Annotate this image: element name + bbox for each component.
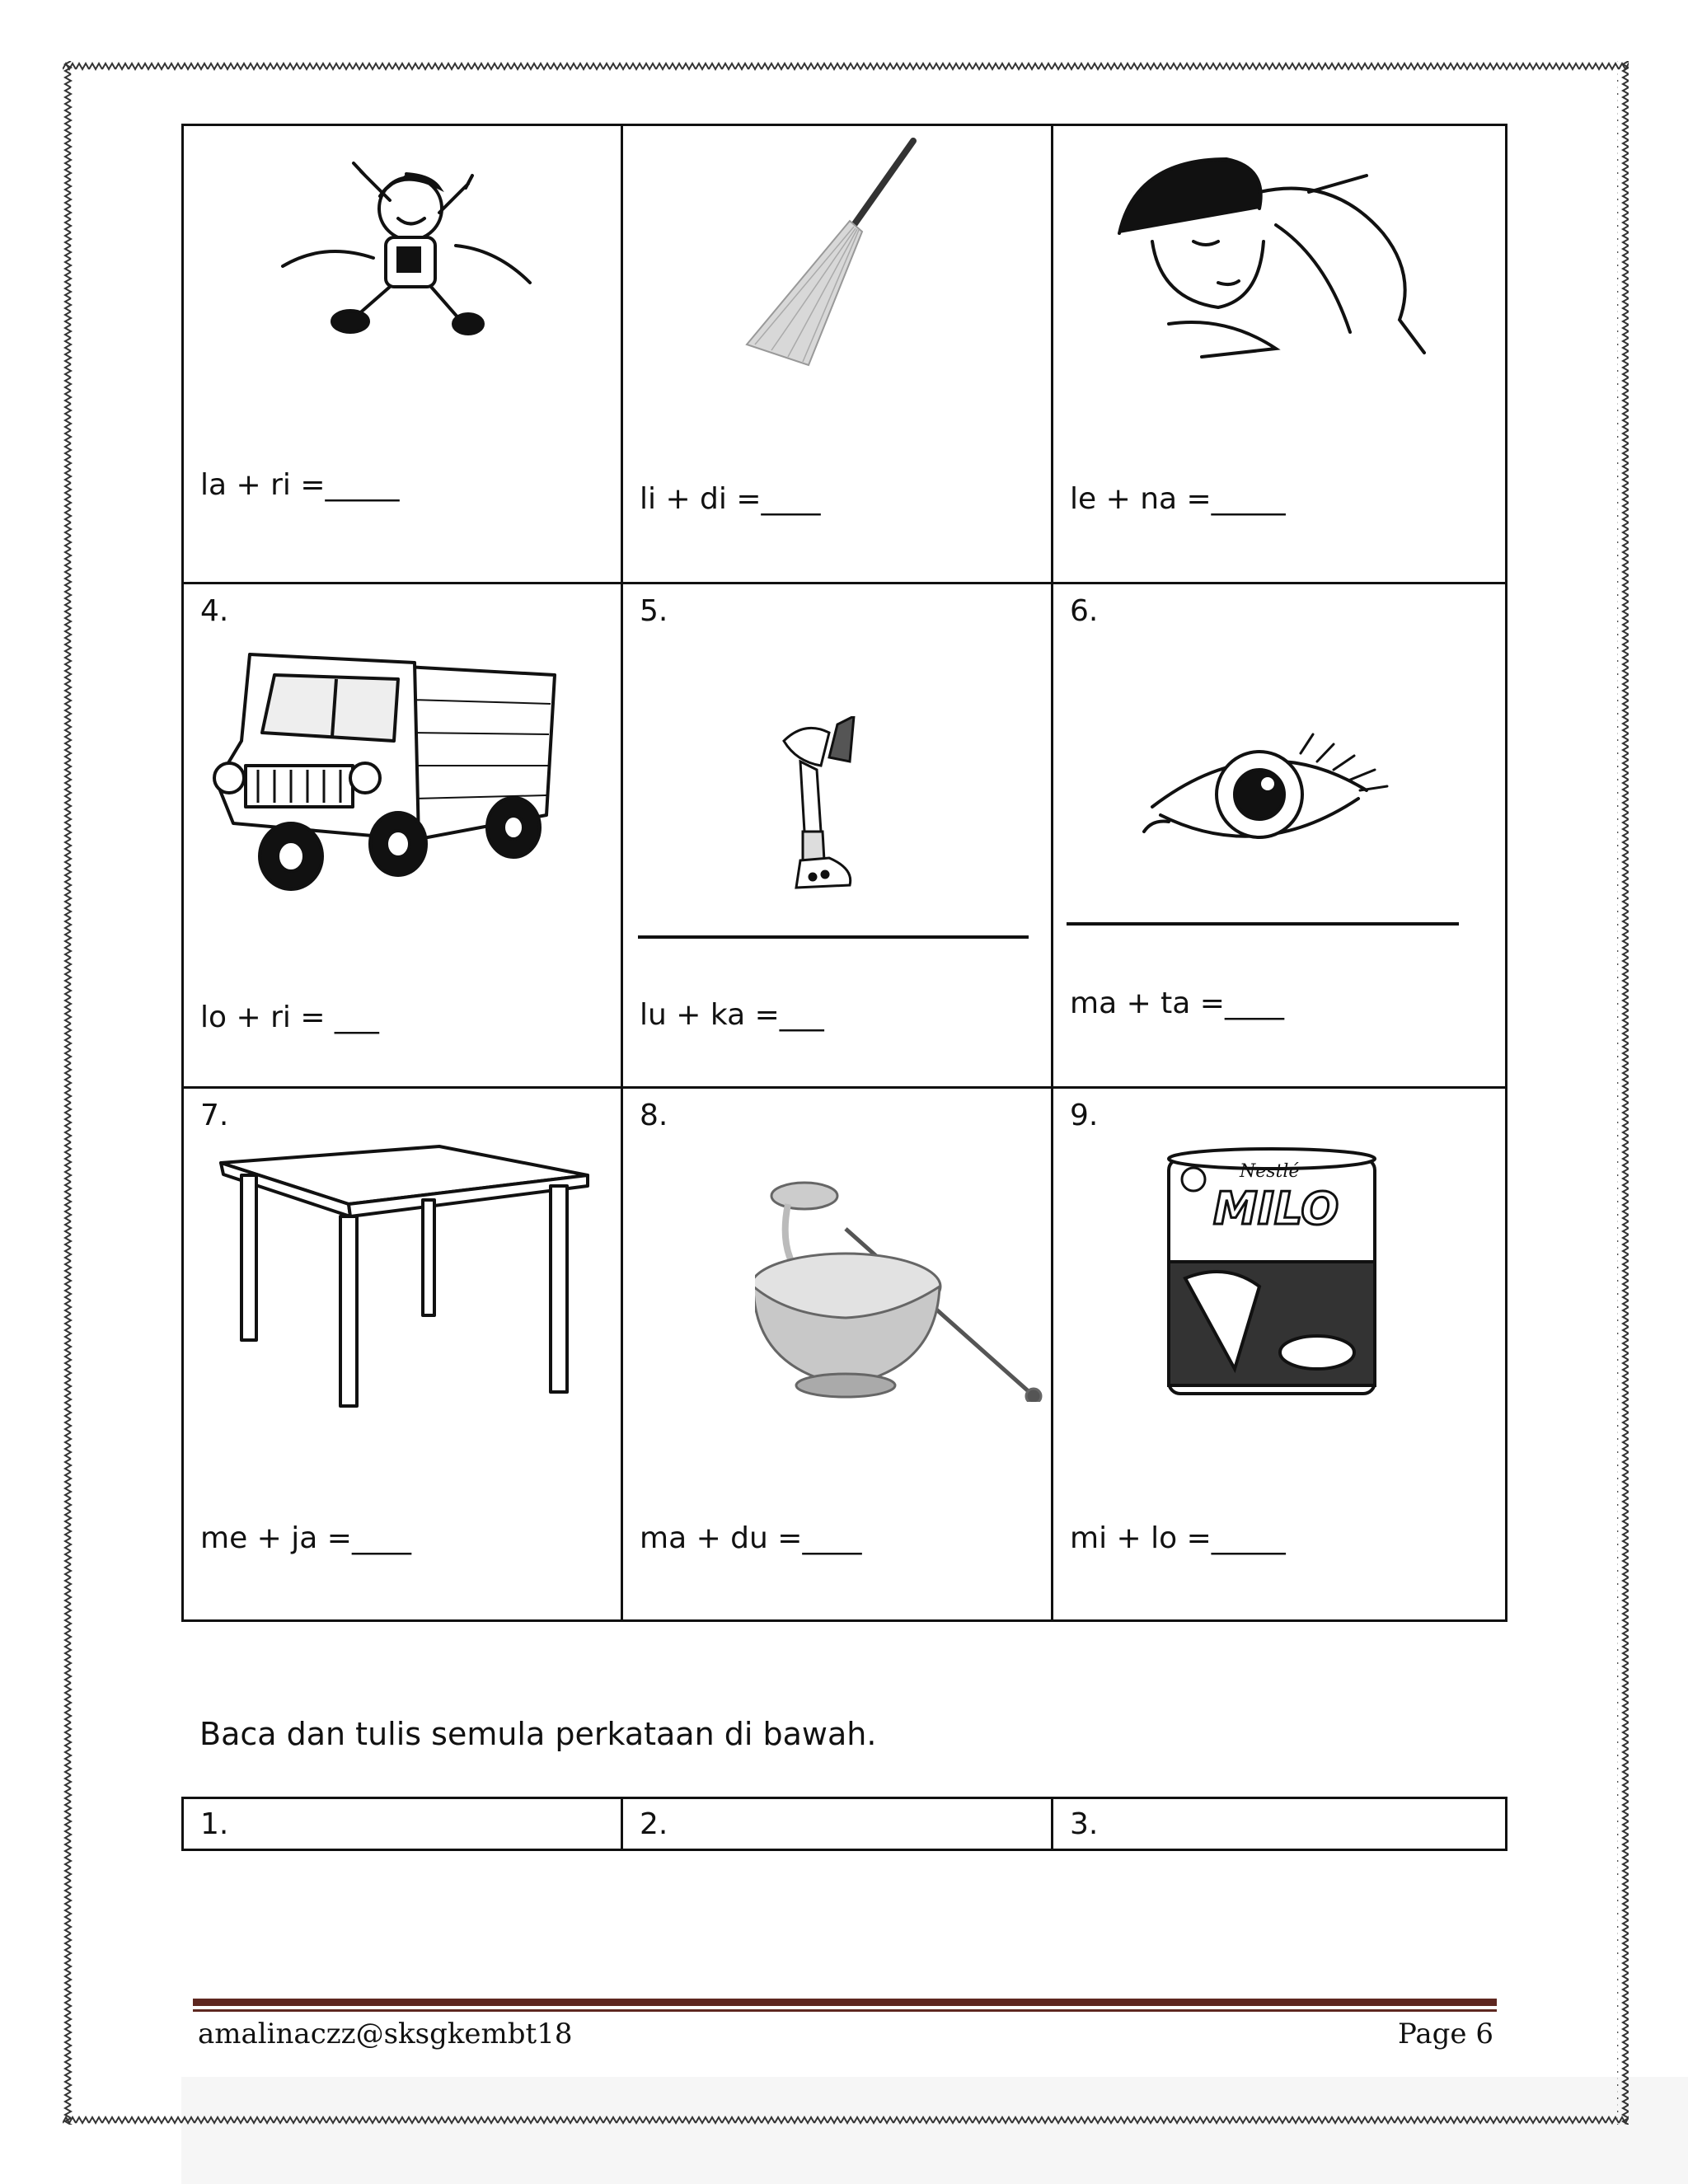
- running-boy-icon: [274, 151, 546, 340]
- cell-5: [622, 583, 1053, 1088]
- item-number-8: 8.: [640, 1099, 668, 1132]
- cell-4: [183, 583, 622, 1088]
- equation-1: la + ri =_____: [200, 468, 400, 502]
- answer-table: [181, 1797, 1507, 1851]
- item-number-9: 9.: [1070, 1099, 1099, 1132]
- footer-rule: [193, 1999, 1497, 2006]
- milo-can-icon: [1160, 1146, 1383, 1402]
- answer-line-5: [638, 935, 1029, 939]
- sleeping-boy-icon: [1103, 143, 1449, 365]
- cell-1: [183, 125, 622, 583]
- milo-logo: MILO: [1213, 1183, 1339, 1235]
- footer-page-number: Page 6: [1398, 2018, 1493, 2050]
- milo-brand: Nestlé: [1240, 1161, 1300, 1182]
- syllable-grid: [181, 124, 1507, 1622]
- injured-leg-icon: [771, 716, 879, 898]
- honey-pot-icon: [755, 1179, 1052, 1402]
- equation-7: me + ja =____: [200, 1521, 411, 1555]
- equation-3: le + na =_____: [1070, 482, 1286, 516]
- cell-7: [183, 1088, 622, 1621]
- cell-8: [622, 1088, 1053, 1621]
- answer-cell-1[interactable]: 1.: [183, 1798, 622, 1850]
- eye-icon: [1136, 724, 1408, 865]
- broom-icon: [738, 134, 936, 373]
- equation-9: mi + lo =_____: [1070, 1521, 1286, 1555]
- instruction-text: Baca dan tulis semula perkataan di bawah.: [199, 1716, 877, 1752]
- answer-line-6: [1067, 922, 1459, 926]
- item-number-6: 6.: [1070, 594, 1099, 628]
- lorry-icon: [209, 642, 571, 898]
- equation-4: lo + ri = ___: [200, 1001, 379, 1034]
- equation-6: ma + ta =____: [1070, 987, 1284, 1020]
- item-number-7: 7.: [200, 1099, 229, 1132]
- table-icon: [217, 1138, 596, 1418]
- cell-9: [1053, 1088, 1507, 1621]
- equation-8: ma + du =____: [640, 1521, 862, 1555]
- cell-3: [1053, 125, 1507, 583]
- item-number-4: 4.: [200, 594, 229, 628]
- answer-cell-2[interactable]: 2.: [622, 1798, 1053, 1850]
- item-number-5: 5.: [640, 594, 668, 628]
- equation-5: lu + ka =___: [640, 998, 824, 1032]
- equation-2: li + di =____: [640, 482, 821, 516]
- footer-rule-thin: [193, 2009, 1497, 2012]
- footer-author: amalinaczz@sksgkembt18: [198, 2018, 573, 2050]
- cell-2: [622, 125, 1053, 583]
- cell-6: [1053, 583, 1507, 1088]
- answer-cell-3[interactable]: 3.: [1053, 1798, 1507, 1850]
